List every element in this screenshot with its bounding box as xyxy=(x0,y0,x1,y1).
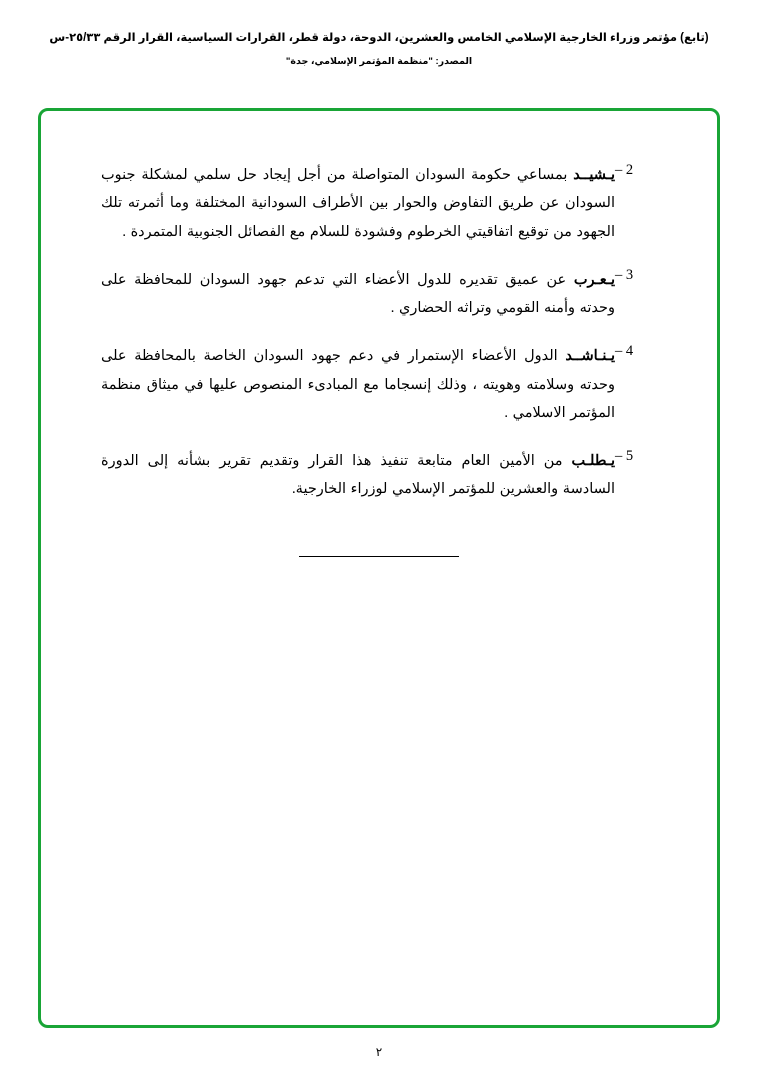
clause-number: 4 – xyxy=(615,343,634,360)
clause-text xyxy=(101,447,615,504)
list-item xyxy=(101,266,657,323)
clause-number: 3 – xyxy=(615,266,634,283)
content-frame xyxy=(38,108,720,1028)
clause-number: 5 – xyxy=(615,448,634,465)
section-divider xyxy=(101,544,657,562)
header-title-line: (تابع) مؤتمر وزراء الخارجية الإسلامي الخامس والعشرين، الدوحة، دولة قطر، القرارات السياسية، القرار الرقم ٢٥/٣٣-س xyxy=(49,32,709,44)
clause-number: 2 – xyxy=(615,162,634,178)
clause-body-text: الدول الأعضاء الإستمرار في دعم جهود السودان الخاصة بالمحافظة على وحدته وسلامته وهويته ، وذلك إنسجاما مع المبادىء المنصوص عليها في ميثاق منظمة المؤتمر الاسلامي . xyxy=(101,348,615,421)
list-item xyxy=(101,161,657,246)
clause-list xyxy=(101,161,657,562)
page-header xyxy=(0,30,758,67)
page-number: ٢ xyxy=(375,1045,383,1059)
clause-body-text: من الأمين العام متابعة تنفيذ هذا القرار وتقديم تقرير بشأنه إلى الدورة السادسة والعشرين للمؤتمر الإسلامي لوزراء الخارجية. xyxy=(101,453,615,498)
clause-text xyxy=(101,342,615,427)
clause-verb: يـعـرب xyxy=(573,271,615,288)
header-source-line: المصدر: "منظمة المؤتمر الإسلامي، جدة" xyxy=(285,56,473,68)
list-item xyxy=(101,447,657,504)
clause-verb: يـشيــد xyxy=(573,167,615,183)
clause-verb: يـنـاشــد xyxy=(565,348,615,365)
clause-text xyxy=(101,266,615,323)
clause-body-text: بمساعي حكومة السودان المتواصلة من أجل إيجاد حل سلمي لمشكلة جنوب السودان عن طريق التفاوض والحوار بين الأطراف السودانية المختلفة وما أثمرته تلك الجهود من توقيع اتفاقيتي الخرطوم وفشودة للسلام مع الفصائل الجنوبية المتمردة . xyxy=(101,167,615,240)
clause-body-text: عن عميق تقديره للدول الأعضاء التي تدعم جهود السودان للمحافظة على وحدته وأمنه القومي وتراثه الحضاري . xyxy=(101,271,615,317)
clause-text xyxy=(101,161,615,246)
list-item xyxy=(101,342,657,427)
clause-verb: يـطلـب xyxy=(571,453,615,470)
divider-rule xyxy=(299,556,459,557)
